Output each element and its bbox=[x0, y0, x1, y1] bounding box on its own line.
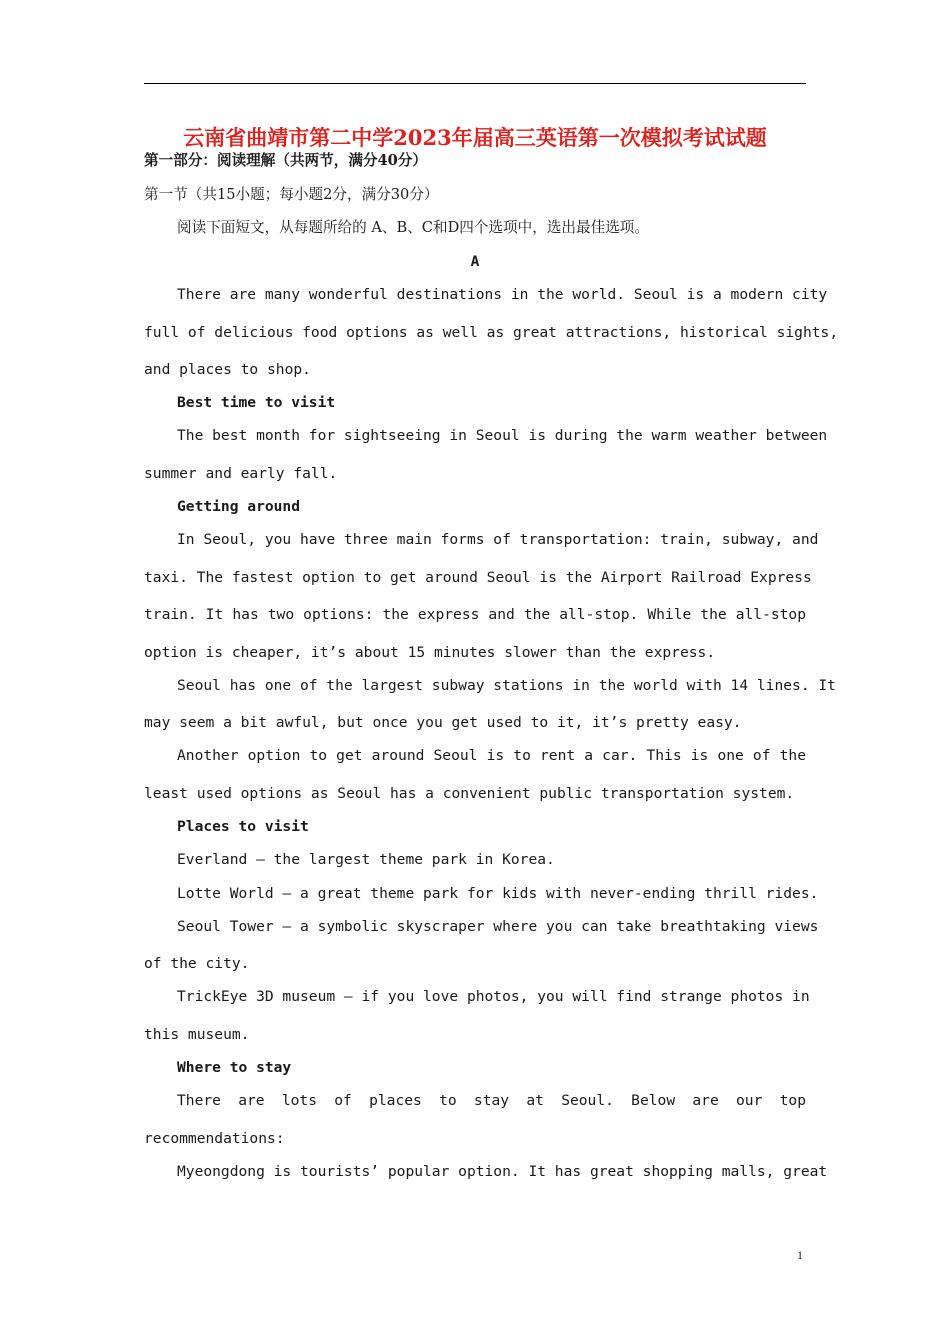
list-item: Everland — the largest theme park in Korea. bbox=[177, 851, 555, 868]
text-line: Myeongdong is tourists’ popular option. It has great shopping malls, great bbox=[177, 1163, 828, 1180]
passage-label: A bbox=[470, 253, 480, 270]
text-line: recommendations: bbox=[144, 1130, 285, 1147]
text-line: and places to shop. bbox=[144, 361, 311, 378]
text-line: of the city. bbox=[144, 955, 250, 972]
subheading-getting-around: Getting around bbox=[177, 498, 301, 515]
text-line: taxi. The fastest option to get around Seoul is the Airport Railroad Express bbox=[144, 569, 812, 586]
text-line: full of delicious food options as well as great attractions, historical sights, bbox=[144, 324, 839, 341]
list-item: Seoul Tower — a symbolic skyscraper where you can take breathtaking views bbox=[177, 918, 819, 935]
text-line: this museum. bbox=[144, 1026, 250, 1043]
text-line: There are many wonderful destinations in the world. Seoul is a modern city bbox=[177, 286, 828, 303]
text-line: In Seoul, you have three main forms of transportation: train, subway, and bbox=[177, 531, 819, 548]
text-line: least used options as Seoul has a convenient public transportation system. bbox=[144, 785, 795, 802]
text-line: may seem a bit awful, but once you get used to it, it’s pretty easy. bbox=[144, 714, 742, 731]
instruction: 阅读下面短文，从每题所给的 A、B、C和D四个选项中，选出最佳选项。 bbox=[177, 219, 649, 236]
header-rule bbox=[144, 83, 806, 84]
subheading-where-to-stay: Where to stay bbox=[177, 1059, 292, 1076]
document-title: 云南省曲靖市第二中学2023年届高三英语第一次模拟考试试题 bbox=[183, 125, 767, 150]
section-heading: 第一节（共15小题；每小题2分，满分30分） bbox=[144, 186, 439, 203]
text-line: Seoul has one of the largest subway stations in the world with 14 lines. It bbox=[177, 677, 836, 694]
text-line: There are lots of places to stay at Seoul. Below are our top bbox=[177, 1092, 806, 1109]
list-item: TrickEye 3D museum — if you love photos, you will find strange photos in bbox=[177, 988, 810, 1005]
subheading-best-time: Best time to visit bbox=[177, 394, 336, 411]
text-line: The best month for sightseeing in Seoul is during the warm weather between bbox=[177, 427, 828, 444]
text-line: summer and early fall. bbox=[144, 465, 338, 482]
text-line: option is cheaper, it’s about 15 minutes slower than the express. bbox=[144, 644, 716, 661]
list-item: Lotte World — a great theme park for kids with never-ending thrill rides. bbox=[177, 885, 819, 902]
text-line: Another option to get around Seoul is to rent a car. This is one of the bbox=[177, 747, 806, 764]
page-number: 1 bbox=[797, 1248, 803, 1262]
text-line: train. It has two options: the express and the all-stop. While the all-stop bbox=[144, 606, 806, 623]
subheading-places: Places to visit bbox=[177, 818, 309, 835]
part-heading: 第一部分：阅读理解（共两节，满分40分） bbox=[144, 152, 427, 169]
